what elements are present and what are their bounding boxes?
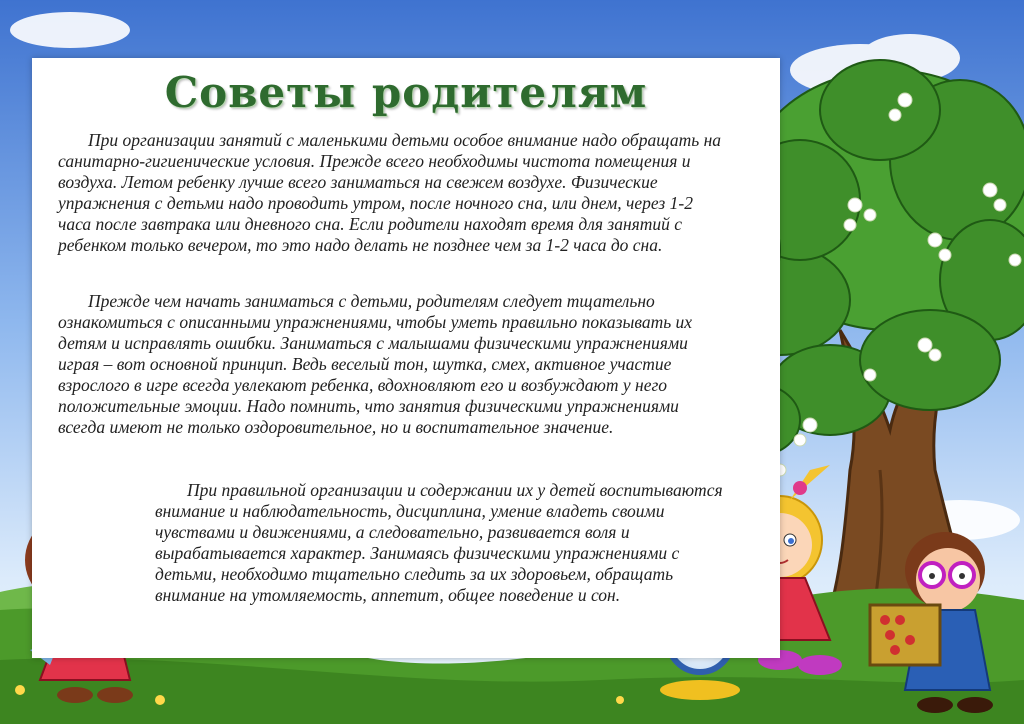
paragraph-preparation: Прежде чем начать заниматься с детьми, родителям следует тщательно ознакомиться с описанными упражнениями, чтобы уметь правильно показывать их детям и исправлять ошибки. Заниматься с малышами физическими упражнениями играя – вот основной принцип. Ведь веселый тон, шутка, смех, активное участие взрослого в игре всегда увлекают ребенка, вдохновляют его и возбуждают у него положительные эмоции. Надо помнить, что занятия физическими упражнениями всегда имеют не только оздоровительное, но и воспитательное значение.: [58, 291, 693, 437]
paragraph-hygiene: При организации занятий с маленькими детьми особое внимание надо обращать на санитарно-гигиенические условия. Прежде всего необходимы чистота помещения и воздуха. Летом ребенку лучше всего заниматься на свежем воздухе. Физические упражнения с детьми надо проводить утром, после ночного сна, или днем, через 1-2 часа после завтрака или дневного сна. Если родители находят время для занятий с ребенком только вечером, то это надо делать не позднее чем за 1-2 часа до сна.: [58, 130, 722, 255]
paragraph-benefits: При правильной организации и содержании их у детей воспитываются внимание и наблюдательность, дисциплина, умение владеть своими чувствами и движениями, а следовательно, развивается воля и вырабатывается характер. Занимаясь физическими упражнениями с детьми, необходимо тщательно следить за их здоровьем, обращать внимание на утомляемость, аппетит, общее поведение и сон.: [155, 480, 723, 605]
page-title: Советы родителям: [164, 68, 648, 117]
